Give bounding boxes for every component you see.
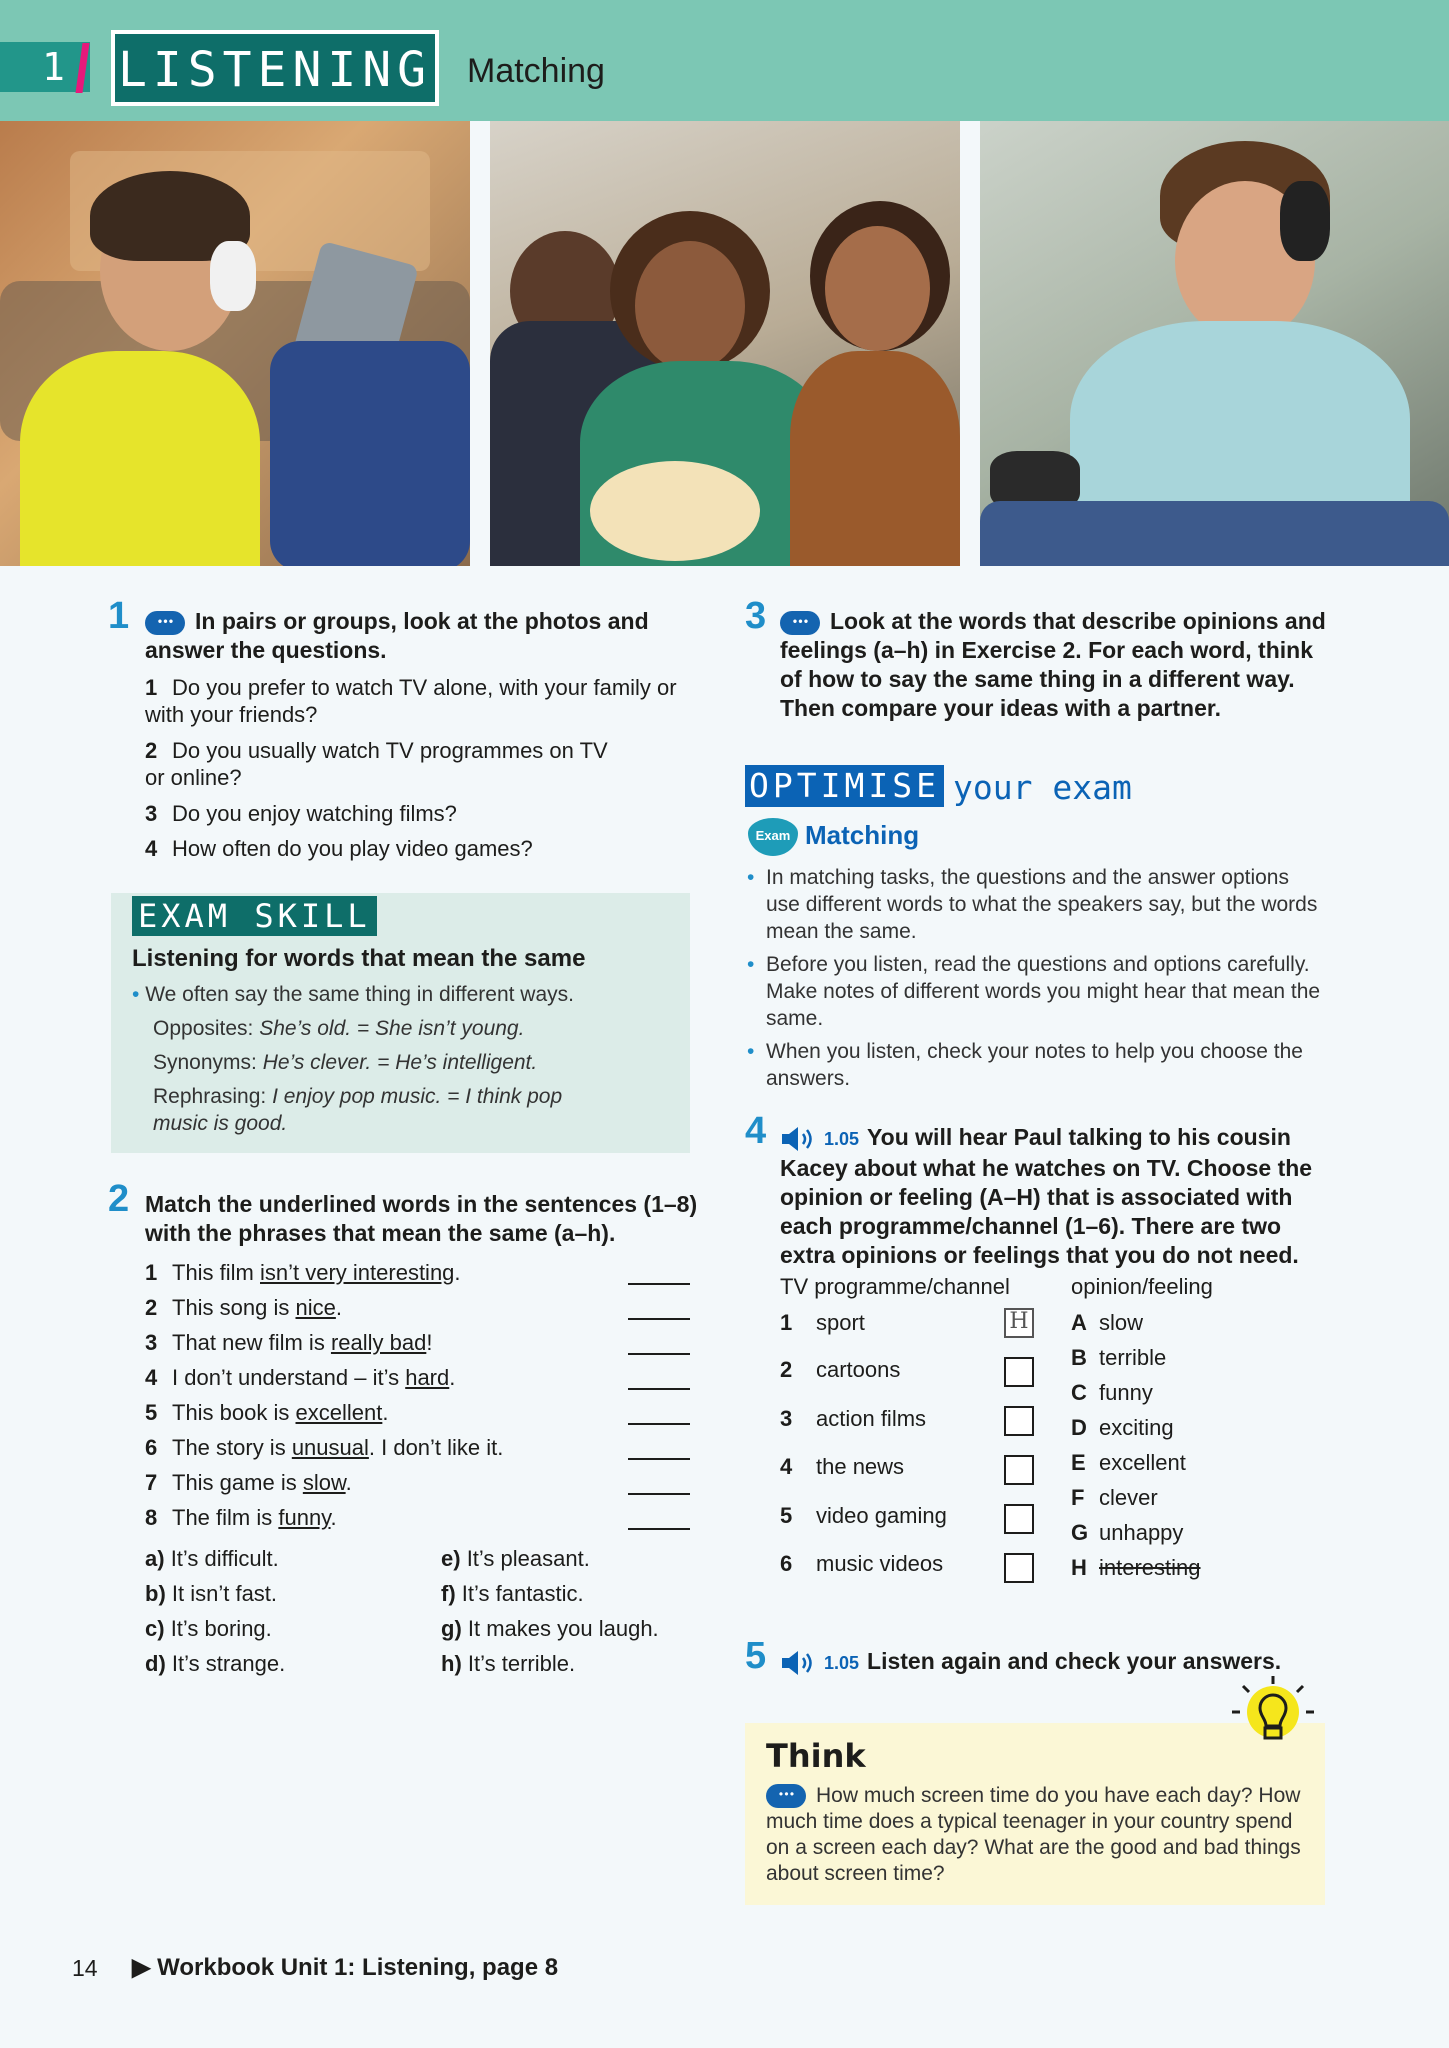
answer-blank[interactable] <box>628 1283 690 1285</box>
workbook-reference[interactable]: ▶ Workbook Unit 1: Listening, page 8 <box>132 1954 559 1981</box>
answer-box[interactable] <box>1004 1406 1034 1436</box>
exercise-1-question: 2 Do you usually watch TV programmes on TV or online? <box>145 738 608 790</box>
exercise-2-option: e) It’s pleasant. <box>441 1546 590 1571</box>
opinion-option: E excellent <box>1071 1450 1186 1475</box>
opinion-option: C funny <box>1071 1380 1153 1405</box>
opinion-option: F clever <box>1071 1485 1158 1510</box>
exercise-2-sentence: 6 The story is unusual. I don’t like it. <box>145 1435 504 1460</box>
lightbulb-icon <box>1228 1672 1318 1762</box>
exam-skill-tag: EXAM SKILL <box>132 896 377 936</box>
exercise-2-instruction: Match the underlined words in the sentences (1–8) with the phrases that mean the same (a–h). <box>145 1191 698 1246</box>
exercise-5-instruction: Listen again and check your answers. <box>867 1648 1282 1674</box>
exam-skill-rephrasing-cont: music is good. <box>153 1112 288 1135</box>
column-header-opinion: opinion/feeling <box>1071 1274 1213 1299</box>
exam-skill-rephrasing: Rephrasing: I enjoy pop music. = I think pop <box>153 1085 563 1108</box>
exam-skill-opposites: Opposites: She’s old. = She isn’t young. <box>153 1017 525 1040</box>
exercise-1-instruction-wrap <box>145 607 685 665</box>
exercise-2-sentence: 1 This film isn’t very interesting. <box>145 1260 461 1285</box>
answer-blank[interactable] <box>628 1458 690 1460</box>
exercise-3-instruction: Look at the words that describe opinions and feelings (a–h) in Exercise 2. For each word, think of how to say the same thing in a different way. Then compare your ideas with a partner. <box>780 608 1326 721</box>
speaker-icon[interactable] <box>780 1649 818 1677</box>
programme-row: 2 cartoons <box>780 1357 901 1382</box>
think-text: How much screen time do you have each day? How much time does a typical teenager in your country spend on a screen each day? What are the good and bad things about screen time? <box>766 1784 1301 1885</box>
exam-badge-icon: Exam <box>748 818 798 856</box>
answer-blank[interactable] <box>628 1388 690 1390</box>
answer-blank[interactable] <box>628 1493 690 1495</box>
exercise-5-number: 5 <box>745 1635 767 1677</box>
exercise-4-instruction: You will hear Paul talking to his cousin Kacey about what he watches on TV. Choose the opinion or feeling (A–H) that is associated with each programme/channel (1–6). There are two extra opinions or feelings that you do not need. <box>780 1124 1313 1268</box>
answer-blank[interactable] <box>628 1318 690 1320</box>
exercise-2-option: g) It makes you laugh. <box>441 1616 659 1641</box>
exercise-2-option: c) It’s boring. <box>145 1616 272 1641</box>
answer-box[interactable] <box>1004 1455 1034 1485</box>
section-title-box <box>111 30 439 106</box>
section-subtitle: Matching <box>467 52 605 90</box>
exercise-2-option: h) It’s terrible. <box>441 1651 576 1676</box>
opinion-option: D exciting <box>1071 1415 1174 1440</box>
exercise-3-instruction-wrap <box>780 607 1340 723</box>
programme-row: 6 music videos <box>780 1551 944 1576</box>
speech-bubble-icon <box>780 611 820 635</box>
answer-blank[interactable] <box>628 1423 690 1425</box>
unit-number: 1 <box>0 42 90 92</box>
think-title: Think <box>766 1737 866 1775</box>
optimise-bullet: • In matching tasks, the questions and the answer options use different words to what the speakers say, but the words mean the same. <box>747 866 1318 943</box>
speech-bubble-icon <box>766 1784 806 1808</box>
exercise-2-number: 2 <box>108 1178 130 1220</box>
track-number: 1.05 <box>824 1129 860 1149</box>
optimise-rest: your exam <box>953 768 1132 807</box>
opinion-option: A slow <box>1071 1310 1144 1335</box>
answer-box[interactable] <box>1004 1504 1034 1534</box>
exercise-2-option: f) It’s fantastic. <box>441 1581 584 1606</box>
exercise-3-number: 3 <box>745 595 767 637</box>
programme-row: 5 video gaming <box>780 1503 947 1528</box>
exercise-1-instruction: In pairs or groups, look at the photos and answer the questions. <box>145 608 649 663</box>
exercise-1-question: 3 Do you enjoy watching films? <box>145 801 457 826</box>
answer-blank[interactable] <box>628 1353 690 1355</box>
exercise-2-option: d) It’s strange. <box>145 1651 286 1676</box>
exercise-4-instruction-wrap <box>780 1123 1336 1270</box>
answer-box[interactable]: H <box>1004 1308 1034 1338</box>
exercise-2-option: b) It isn’t fast. <box>145 1581 278 1606</box>
exercise-2-sentence: 7 This game is slow. <box>145 1470 352 1495</box>
photo-boy-tablet <box>0 121 470 566</box>
exercise-2-sentence: 4 I don’t understand – it’s hard. <box>145 1365 456 1390</box>
exercise-1-question: 1 Do you prefer to watch TV alone, with your family or with your friends? <box>145 675 677 727</box>
opinion-option: B terrible <box>1071 1345 1167 1370</box>
exam-skill-synonyms: Synonyms: He’s clever. = He’s intelligent. <box>153 1051 538 1074</box>
exam-skill-heading: Listening for words that mean the same <box>132 945 586 972</box>
speech-bubble-icon <box>145 611 185 635</box>
exercise-4-number: 4 <box>745 1110 767 1152</box>
play-arrow-icon: ▶ <box>132 1954 151 1981</box>
exercise-1-number: 1 <box>108 595 130 637</box>
photo-teen-gaming <box>980 121 1449 566</box>
programme-row: 1 sport <box>780 1310 865 1335</box>
section-title: LISTENING <box>117 42 433 98</box>
exercise-2-option: a) It’s difficult. <box>145 1546 279 1571</box>
exercise-2-sentence: 5 This book is excellent. <box>145 1400 389 1425</box>
unit-header <box>0 0 1449 121</box>
optimise-tag: OPTIMISE <box>745 765 944 807</box>
optimise-subtitle: Matching <box>805 820 920 850</box>
answer-box[interactable] <box>1004 1553 1034 1583</box>
answer-box[interactable] <box>1004 1357 1034 1387</box>
answer-blank[interactable] <box>628 1528 690 1530</box>
programme-row: 3 action films <box>780 1406 927 1431</box>
page-number: 14 <box>72 1955 98 1981</box>
exercise-1-question: 4 How often do you play video games? <box>145 836 533 861</box>
programme-row: 4 the news <box>780 1454 905 1479</box>
optimise-bullet: • When you listen, check your notes to help you choose the answers. <box>747 1040 1303 1090</box>
think-text-wrap <box>766 1783 1316 1887</box>
exam-skill-bullet: • We often say the same thing in different ways. <box>132 983 574 1006</box>
optimise-bullet: • Before you listen, read the questions and options carefully. Make notes of different words you might hear that mean the same. <box>747 953 1321 1030</box>
exercise-2-sentence: 8 The film is funny. <box>145 1505 337 1530</box>
opinion-option: G unhappy <box>1071 1520 1184 1545</box>
photo-family-popcorn <box>490 121 960 566</box>
exercise-2-sentence: 3 That new film is really bad! <box>145 1330 433 1355</box>
exam-skill-box <box>111 893 690 1153</box>
exercise-2-sentence: 2 This song is nice. <box>145 1295 342 1320</box>
track-number: 1.05 <box>824 1653 860 1673</box>
opinion-option-used: H interesting <box>1071 1555 1201 1580</box>
speaker-icon[interactable] <box>780 1125 818 1153</box>
column-header-programme: TV programme/channel <box>780 1274 1010 1299</box>
